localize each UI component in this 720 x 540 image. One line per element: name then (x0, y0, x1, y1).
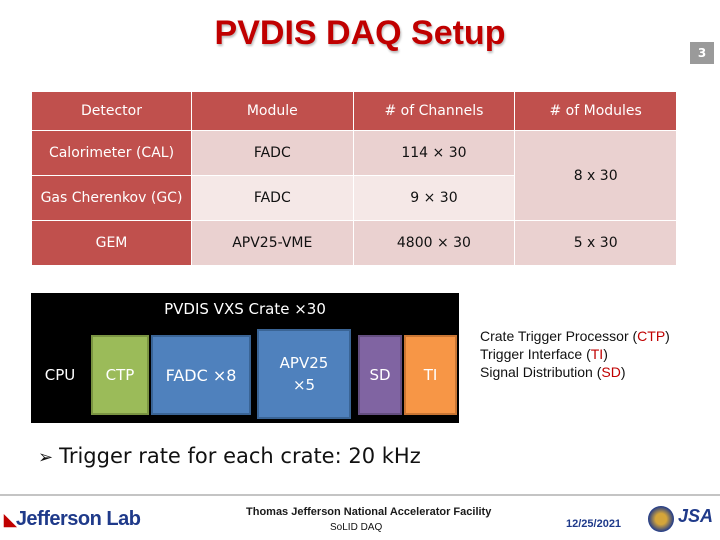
footer-date: 12/25/2021 (566, 518, 622, 530)
header-modules: # of Modules (515, 92, 677, 131)
slot-ctp: CTP (91, 335, 149, 415)
apv-label-line2: ×5 (292, 376, 316, 394)
header-module: Module (192, 92, 354, 131)
logo-swoosh-icon: ◣ (4, 512, 16, 529)
detector-cell: GEM (32, 221, 192, 266)
slide-title: PVDIS DAQ Setup (214, 14, 506, 52)
detector-cell: Gas Cherenkov (GC) (32, 176, 192, 221)
doe-seal-icon (648, 506, 674, 532)
crate-diagram (31, 325, 459, 423)
table-row (32, 221, 677, 266)
jefferson-lab-logo: ◣Jefferson Lab (4, 508, 141, 530)
header-channels: # of Channels (353, 92, 515, 131)
modules-cell: 8 x 30 (515, 131, 677, 221)
modules-cell: 5 x 30 (515, 221, 677, 266)
legend-line-sd: Signal Distribution (SD) (480, 364, 626, 380)
table-row (32, 131, 677, 176)
trigger-rate-bullet (38, 444, 421, 468)
slide-number: 3 (690, 42, 714, 64)
channels-cell: 114 × 30 (353, 131, 515, 176)
crate-title: PVDIS VXS Crate ×30 (31, 293, 459, 325)
module-cell: FADC (192, 131, 354, 176)
legend-line-ctp: Crate Trigger Processor (CTP) (480, 328, 670, 344)
daq-table (31, 91, 677, 266)
channels-cell: 4800 × 30 (353, 221, 515, 266)
footer-center-text: SoLID DAQ (330, 522, 383, 533)
module-cell: FADC (192, 176, 354, 221)
slot-fadc: FADC ×8 (151, 335, 251, 415)
module-cell: APV25-VME (192, 221, 354, 266)
facility-name: Thomas Jefferson National Accelerator Facility (246, 506, 492, 518)
footer-divider (0, 494, 720, 496)
slot-ti: TI (404, 335, 457, 415)
detector-cell: Calorimeter (CAL) (32, 131, 192, 176)
channels-cell: 9 × 30 (353, 176, 515, 221)
right-arrow-icon: ➢ (38, 447, 54, 468)
legend-line-ti: Trigger Interface (TI) (480, 346, 608, 362)
slot-cpu: CPU (31, 335, 89, 415)
header-detector: Detector (32, 92, 192, 131)
acronym-legend (480, 327, 716, 381)
bullet-text: Trigger rate for each crate: 20 kHz (59, 444, 421, 468)
slot-apv25 (257, 329, 351, 419)
apv-label-line1: APV25 (279, 354, 329, 372)
slot-sd: SD (358, 335, 402, 415)
jsa-logo: JSA (678, 506, 714, 526)
